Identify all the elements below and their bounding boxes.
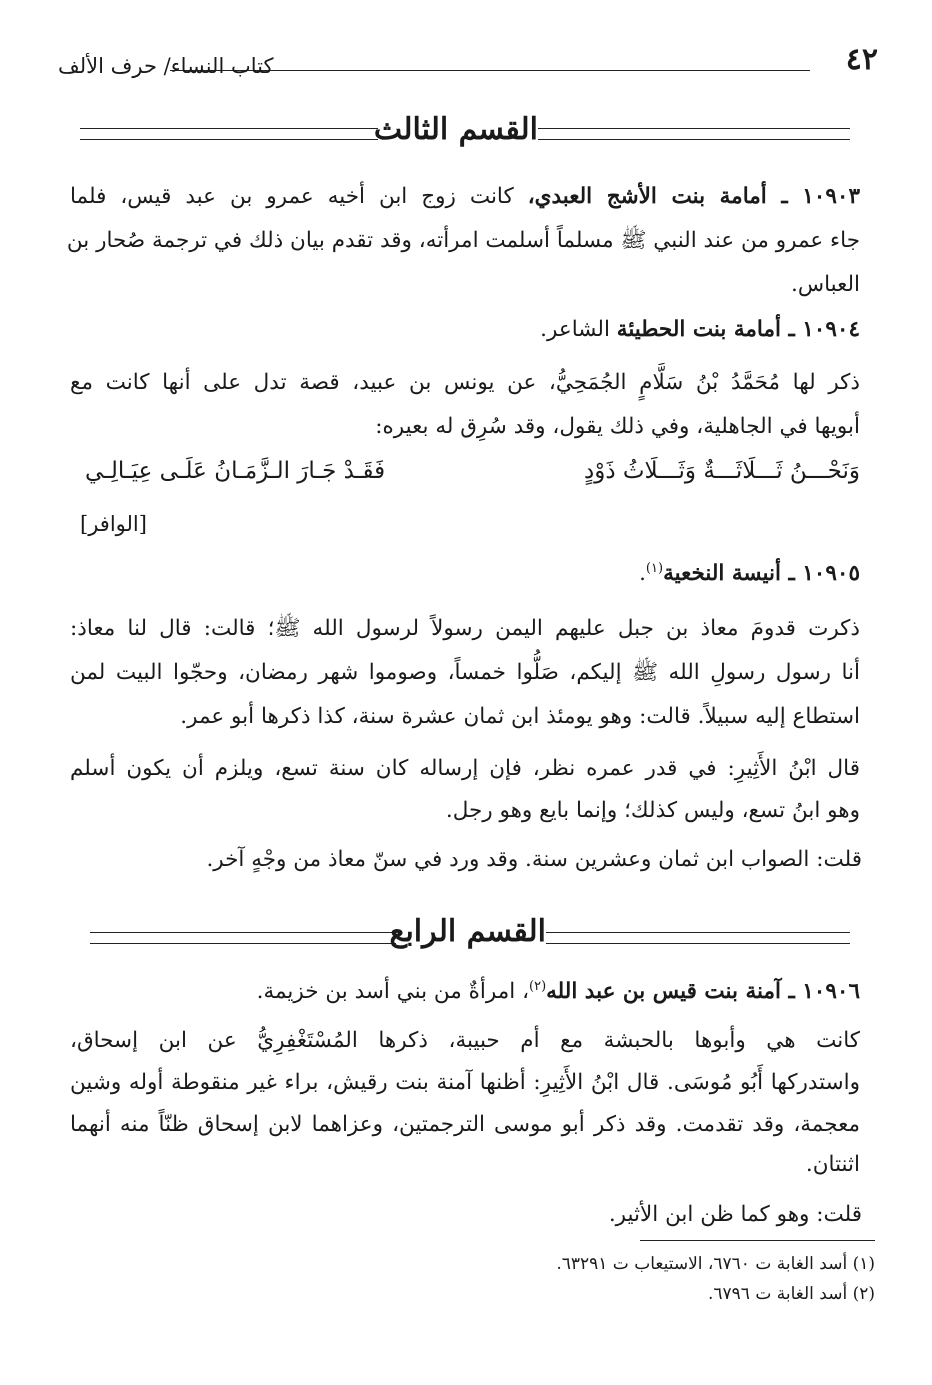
entry-10906-line-2: واستدركها أَبُو مُوسَى. قال ابْنُ الأَثِيرِ: أظنها آمنة بنت رقيش، براء غير منقوطة أوله وشين: [70, 1070, 860, 1095]
entry-10906-heading-line: [70, 970, 860, 1009]
entry-10906-line-4: اثنتان.: [805, 1152, 860, 1177]
footnote-ref: (٢): [529, 979, 547, 994]
entry-text: .: [639, 561, 646, 587]
entry-10904-line-2: أبويها في الجاهلية، وفي ذلك يقول، وقد سُرِق له بعيره:: [375, 414, 860, 439]
entry-10906-line-3: معجمة، وقد تقدمت. وقد ذكر أبو موسى الترجمتين، وعزاهما لابن إسحاق ظنّاً منه أنهما: [70, 1112, 860, 1137]
entry-10905-heading-line: [70, 552, 860, 591]
footnote-2: (٢) أسد الغابة ت ٦٧٩٦.: [708, 1284, 875, 1304]
verse-hemistich-right: وَنَحْـــنُ ثَـــلَاثَـــةٌ وَثَـــلَاثُ ذَوْدٍ: [584, 458, 860, 484]
footnote-1: (١) أسد الغابة ت ٦٧٦٠، الاستيعاب ت ٦٣٢٩١.: [556, 1254, 875, 1274]
entry-10905-line-6: قلت: الصواب ابن ثمان وعشرين سنة. وقد ورد في سنّ معاذ من وجْهٍ آخر.: [206, 847, 862, 872]
page-number: ٤٢: [845, 42, 878, 77]
section-title: القسم الرابع: [389, 914, 546, 949]
entry-10905-line-4: قال ابْنُ الأَثِيرِ: في قدر عمره نظر، فإن إرساله كان سنة تسع، ويلزم أن يكون أسلم: [70, 756, 860, 781]
entry-10904-heading-line: [70, 313, 860, 347]
entry-10903-line-1: [70, 180, 860, 214]
entry-10906-line-5: قلت: وهو كما ظن ابن الأثير.: [608, 1202, 862, 1227]
section-title: القسم الثالث: [373, 112, 538, 147]
entry-10906-line-1: كانت هي وأبوها بالحبشة مع أم حبيبة، ذكرها المُسْتَغْفِرِيُّ عن ابن إسحاق،: [70, 1028, 860, 1053]
entry-10903-line-3: العباس.: [790, 272, 860, 297]
entry-text: ، امرأةٌ من بني أسد بن خزيمة.: [256, 979, 530, 1005]
entry-heading: ١٠٩٠٣ ـ أمامة بنت الأشج العبدي،: [527, 184, 860, 209]
entry-10905-line-1: ذكرت قدومَ معاذ بن جبل عليهم اليمن رسولاً لرسول الله ﷺ؛ قالت: قال لنا معاذ:: [70, 616, 860, 641]
entry-text: كانت زوج ابن أخيه عمرو بن عبد قيس، فلما: [70, 184, 514, 209]
running-header-title: كتاب النساء/ حرف الألف: [58, 54, 274, 78]
footnote-rule: [640, 1240, 875, 1241]
entry-10905-line-2: أنا رسول رسولِ الله ﷺ إليكم، صَلُّوا خمساً، وصوموا شهر رمضان، وحجّوا البيت لمن: [70, 660, 860, 685]
verse-meter: [الوافر]: [80, 512, 147, 536]
verse-hemistich-left: فَقَـدْ جَـارَ الـزَّمَـانُ عَلَـى عِيَـالِـي: [85, 458, 386, 484]
footnote-ref: (١): [645, 561, 664, 576]
entry-heading: ١٠٩٠٦ ـ آمنة بنت قيس بن عبد الله: [546, 979, 860, 1005]
entry-heading: ١٠٩٠٤ ـ أمامة بنت الحطيئة: [616, 317, 860, 342]
entry-heading: ١٠٩٠٥ ـ أنيسة النخعية: [663, 561, 860, 587]
entry-10903-line-2: جاء عمرو من عند النبي ﷺ مسلماً أسلمت امرأته، وقد تقدم بيان ذلك في ترجمة صُحار بن: [66, 228, 860, 253]
entry-10904-line-1: ذكر لها مُحَمَّدُ بْنُ سَلَّامٍ الجُمَحِيُّ، عن يونس بن عبيد، قصة تدل على أنها كانت مع: [70, 370, 860, 395]
entry-10905-line-5: وهو ابنُ تسع، وليس كذلك؛ وإنما بايع وهو رجل.: [445, 798, 860, 823]
entry-10905-line-3: استطاع إليه سبيلاً. قالت: وهو يومئذ ابن ثمان عشرة سنة، كذا ذكرها أبو عمر.: [180, 704, 860, 729]
entry-text: الشاعر.: [540, 317, 610, 342]
